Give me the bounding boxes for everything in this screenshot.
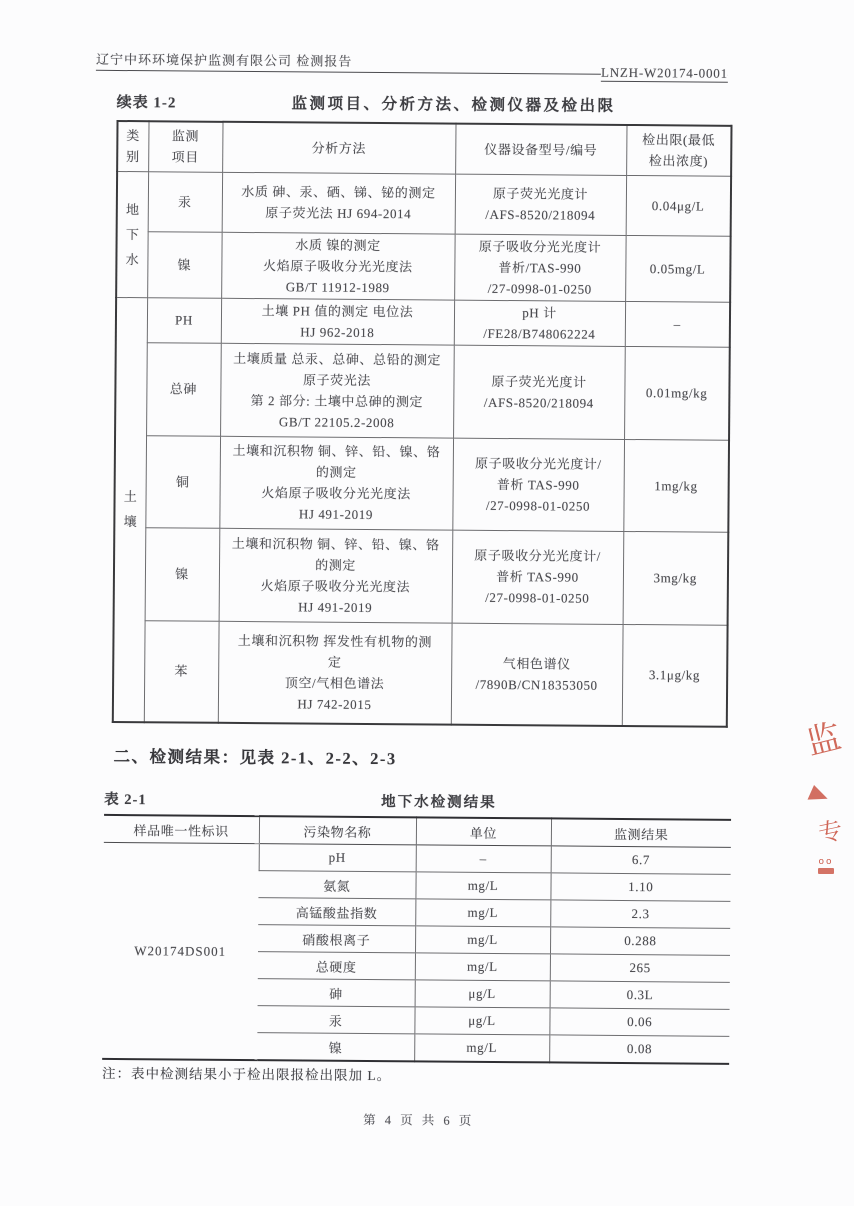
- method-cell: 土壤和沉积物 挥发性有机物的测 定 顶空/气相色谱法 HJ 742-2015: [218, 621, 452, 725]
- unit-cell: μg/L: [414, 1007, 549, 1035]
- category-groundwater: 地 下 水: [116, 171, 148, 297]
- pollutant-cell: 硝酸根离子: [258, 925, 415, 953]
- col-header-category: 类 别: [117, 121, 148, 171]
- report-header-title: 辽宁中环环境保护监测有限公司 检测报告: [95, 51, 353, 69]
- method-cell: 土壤和沉积物 铜、锌、铅、镍、铬 的测定 火焰原子吸收分光光度法 HJ 491-2019: [219, 436, 453, 530]
- table-row: [114, 527, 729, 625]
- instrument-cell: 原子吸收分光光度计/ 普析 TAS-990 /27-0998-01-0250: [452, 530, 624, 624]
- unit-cell: –: [416, 845, 551, 873]
- col-header-unit: 单位: [416, 817, 551, 846]
- result-cell: 265: [550, 954, 730, 982]
- table-row: [115, 342, 730, 440]
- groundwater-results-table: [102, 814, 731, 1065]
- col-header-sample-id: 样品唯一性标识: [104, 815, 259, 844]
- unit-cell: mg/L: [415, 926, 550, 954]
- unit-cell: mg/L: [415, 953, 550, 981]
- result-cell: 0.06: [549, 1008, 729, 1036]
- unit-cell: mg/L: [414, 1034, 549, 1063]
- pollutant-cell: 氨氮: [258, 871, 415, 899]
- table-row: [117, 171, 731, 236]
- table2-footnote: 注：表中检测结果小于检出限报检出限加 L。: [101, 1065, 392, 1084]
- col-header-item: 监测 项目: [148, 121, 222, 172]
- table-row: [114, 435, 729, 532]
- instrument-cell: pH 计 /FE28/B748062224: [454, 300, 625, 346]
- table-header-row: [117, 121, 731, 176]
- table1-caption-title: 监测项目、分析方法、检测仪器及检出限: [291, 95, 616, 115]
- table2-caption: [104, 788, 731, 814]
- unit-cell: mg/L: [415, 899, 550, 927]
- category-soil: 土 壤: [113, 297, 147, 722]
- result-cell: 0.3L: [550, 981, 730, 1009]
- item-cell: 镍: [145, 527, 220, 621]
- pollutant-cell: pH: [259, 844, 416, 872]
- limit-cell: –: [625, 301, 730, 347]
- instrument-cell: 原子吸收分光光度计/ 普析 TAS-990 /27-0998-01-0250: [452, 438, 624, 531]
- item-cell: 汞: [148, 171, 222, 232]
- pollutant-cell: 总硬度: [258, 952, 415, 980]
- pollutant-cell: 高锰酸盐指数: [258, 898, 415, 926]
- method-cell: 水质 砷、汞、硒、锑、铋的测定 原子荧光法 HJ 694-2014: [222, 172, 455, 234]
- instrument-cell: 原子吸收分光光度计 普析/TAS-990 /27-0998-01-0250: [454, 234, 626, 301]
- red-seal-fragment-icon: 监: [802, 716, 846, 764]
- table1-caption: [117, 90, 731, 117]
- method-cell: 土壤质量 总汞、总砷、总铅的测定 原子荧光法 第 2 部分: 土壤中总砷的测定 GB/T 22105.2-2008: [220, 343, 454, 438]
- col-header-method: 分析方法: [222, 122, 455, 174]
- limit-cell: 1mg/kg: [623, 439, 729, 532]
- limit-cell: 0.05mg/L: [625, 235, 731, 302]
- unit-cell: mg/L: [415, 872, 550, 900]
- table2-caption-number: 表 2-1: [104, 791, 147, 809]
- result-cell: 1.10: [550, 873, 730, 901]
- item-cell: 镍: [147, 231, 222, 298]
- red-seal-dots: оо: [818, 857, 834, 867]
- result-cell: 0.288: [550, 927, 730, 955]
- pollutant-cell: 汞: [257, 1006, 414, 1034]
- result-cell: 0.08: [549, 1035, 729, 1064]
- page-header: [95, 44, 728, 81]
- item-cell: 总砷: [146, 342, 221, 436]
- table-row: [116, 231, 730, 302]
- limit-cell: 0.04μg/L: [626, 175, 731, 236]
- limit-cell: 0.01mg/kg: [624, 346, 730, 440]
- table-row: [104, 842, 731, 874]
- red-seal-bar: [818, 868, 834, 874]
- result-cell: 2.3: [550, 900, 730, 928]
- red-seal-fragment-icon: [818, 858, 834, 874]
- limit-cell: 3mg/kg: [623, 531, 729, 625]
- monitoring-methods-table: [112, 120, 733, 728]
- instrument-cell: 气相色谱仪 /7890B/CN18353050: [451, 623, 623, 726]
- limit-cell: 3.1μg/kg: [622, 624, 728, 727]
- col-header-instrument: 仪器设备型号/编号: [455, 124, 626, 175]
- pollutant-cell: 砷: [258, 979, 415, 1007]
- table2-caption-title: 地下水检测结果: [381, 794, 497, 811]
- instrument-cell: 原子荧光光度计 /AFS-8520/218094: [455, 174, 626, 235]
- report-number: LNZH-W20174-0001: [600, 64, 728, 81]
- item-cell: 铜: [145, 435, 220, 528]
- result-cell: 6.7: [551, 846, 731, 874]
- col-header-limit: 检出限(最低 检出浓度): [626, 125, 731, 176]
- col-header-result: 监测结果: [551, 818, 731, 847]
- sample-id-cell: W20174DS001: [134, 942, 227, 959]
- method-cell: 土壤 PH 值的测定 电位法 HJ 962-2018: [221, 298, 454, 345]
- item-cell: PH: [147, 297, 221, 343]
- method-cell: 土壤和沉积物 铜、锌、铅、镍、铬 的测定 火焰原子吸收分光光度法 HJ 491-2019: [219, 528, 453, 623]
- page-number: 第 4 页 共 6 页: [363, 1112, 475, 1128]
- section-2-heading: 二、检测结果：见表 2-1、2-2、2-3: [113, 746, 397, 769]
- table-row: [113, 620, 728, 727]
- unit-cell: μg/L: [415, 980, 550, 1008]
- item-cell: 苯: [144, 620, 219, 723]
- table-row: [116, 297, 730, 347]
- method-cell: 水质 镍的测定 火焰原子吸收分光光度法 GB/T 11912-1989: [221, 232, 455, 300]
- pollutant-cell: 镍: [328, 1040, 343, 1056]
- col-header-pollutant: 污染物名称: [259, 816, 416, 845]
- red-seal-fragment-icon: 专: [815, 815, 846, 849]
- table1-caption-number: 续表 1-2: [116, 94, 177, 112]
- instrument-cell: 原子荧光光度计 /AFS-8520/218094: [453, 345, 625, 439]
